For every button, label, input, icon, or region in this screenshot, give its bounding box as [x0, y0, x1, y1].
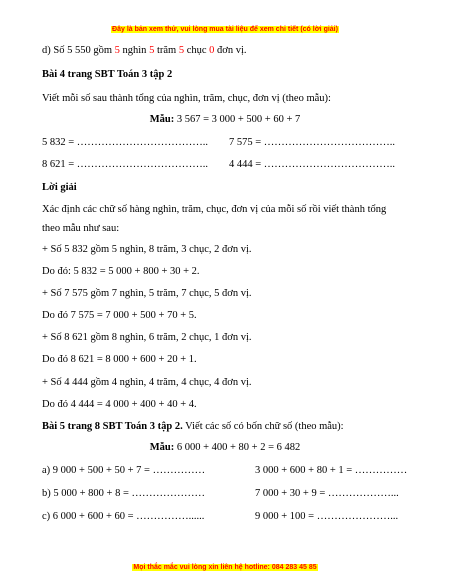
- bai4-item: 7 575 = ………………………………..: [229, 137, 396, 148]
- solution-line: + Số 8 621 gồm 8 nghìn, 6 trăm, 2 chục, 1 đơn vị.: [42, 332, 252, 343]
- line-d-part: trăm: [154, 45, 179, 56]
- bai4-sample: [0, 113, 450, 126]
- bai5-item: c) 6 000 + 600 + 60 = ……………......: [42, 511, 205, 522]
- bai5-instruction: Viết các số có bốn chữ số (theo mẫu):: [182, 421, 344, 432]
- bai4-heading: Bài 4 trang SBT Toán 3 tập 2: [42, 69, 173, 80]
- hotline-banner: [0, 564, 450, 571]
- line-d: [42, 44, 247, 57]
- line-d-part: d) Số 5 550 gồm: [42, 45, 115, 56]
- digit-units: 0: [209, 45, 215, 56]
- bai5-item: a) 9 000 + 500 + 50 + 7 = ……………: [42, 465, 206, 476]
- bai4-item: 4 444 = ………………………………..: [229, 159, 396, 170]
- sample-text: 3 567 = 3 000 + 500 + 60 + 7: [174, 114, 301, 125]
- bai4-instruction: Viết mỗi số sau thành tổng của nghìn, trăm, chục, đơn vị (theo mẫu):: [42, 93, 331, 104]
- hotline-banner-text: Mọi thắc mắc vui lòng xin liên hệ hotline: 084 283 45 85: [133, 564, 317, 571]
- bai4-item: 5 832 = ………………………………..: [42, 137, 209, 148]
- sample-text: 6 000 + 400 + 80 + 2 = 6 482: [174, 442, 301, 453]
- solution-intro: Xác định các chữ số hàng nghìn, trăm, chục, đơn vị của mỗi số rồi viết thành tổng: [42, 204, 387, 215]
- line-d-part: chục: [184, 45, 210, 56]
- preview-banner-text: Đây là bản xem thử, vui lòng mua tài liệu để xem chi tiết (có lời giải): [112, 26, 338, 33]
- digit-tens: 5: [178, 45, 185, 56]
- sample-label: Mẫu:: [149, 114, 175, 125]
- solution-line: Do đó 7 575 = 7 000 + 500 + 70 + 5.: [42, 310, 197, 321]
- solution-line: Do đó: 5 832 = 5 000 + 800 + 30 + 2.: [42, 266, 200, 277]
- bai5-heading-line: [42, 420, 344, 433]
- preview-banner: [0, 26, 450, 33]
- solution-line: Do đó 4 444 = 4 000 + 400 + 40 + 4.: [42, 399, 197, 410]
- solution-line: + Số 5 832 gồm 5 nghìn, 8 trăm, 3 chục, 2 đơn vị.: [42, 244, 252, 255]
- solution-line: Do đó 8 621 = 8 000 + 600 + 20 + 1.: [42, 354, 197, 365]
- solution-intro: theo mẫu như sau:: [42, 223, 120, 234]
- solution-line: + Số 4 444 gồm 4 nghìn, 4 trăm, 4 chục, 4 đơn vị.: [42, 377, 252, 388]
- bai5-sample: [0, 441, 450, 454]
- line-d-part: đơn vị.: [214, 45, 247, 56]
- sample-label: Mẫu:: [149, 442, 175, 453]
- digit-thousands: 5: [114, 45, 120, 56]
- bai5-item: b) 5 000 + 800 + 8 = …………………: [42, 488, 206, 499]
- line-d-part: nghìn: [119, 45, 150, 56]
- bai5-heading: Bài 5 trang 8 SBT Toán 3 tập 2.: [42, 421, 183, 432]
- bai5-item: 9 000 + 100 = …………………...: [255, 511, 399, 522]
- bai5-item: 3 000 + 600 + 80 + 1 = ……………: [255, 465, 408, 476]
- solution-line: + Số 7 575 gồm 7 nghìn, 5 trăm, 7 chục, 5 đơn vị.: [42, 288, 252, 299]
- solution-heading: Lời giải: [42, 182, 77, 193]
- bai4-item: 8 621 = ………………………………..: [42, 159, 209, 170]
- bai5-item: 7 000 + 30 + 9 = ………………...: [255, 488, 399, 499]
- digit-hundreds: 5: [149, 45, 155, 56]
